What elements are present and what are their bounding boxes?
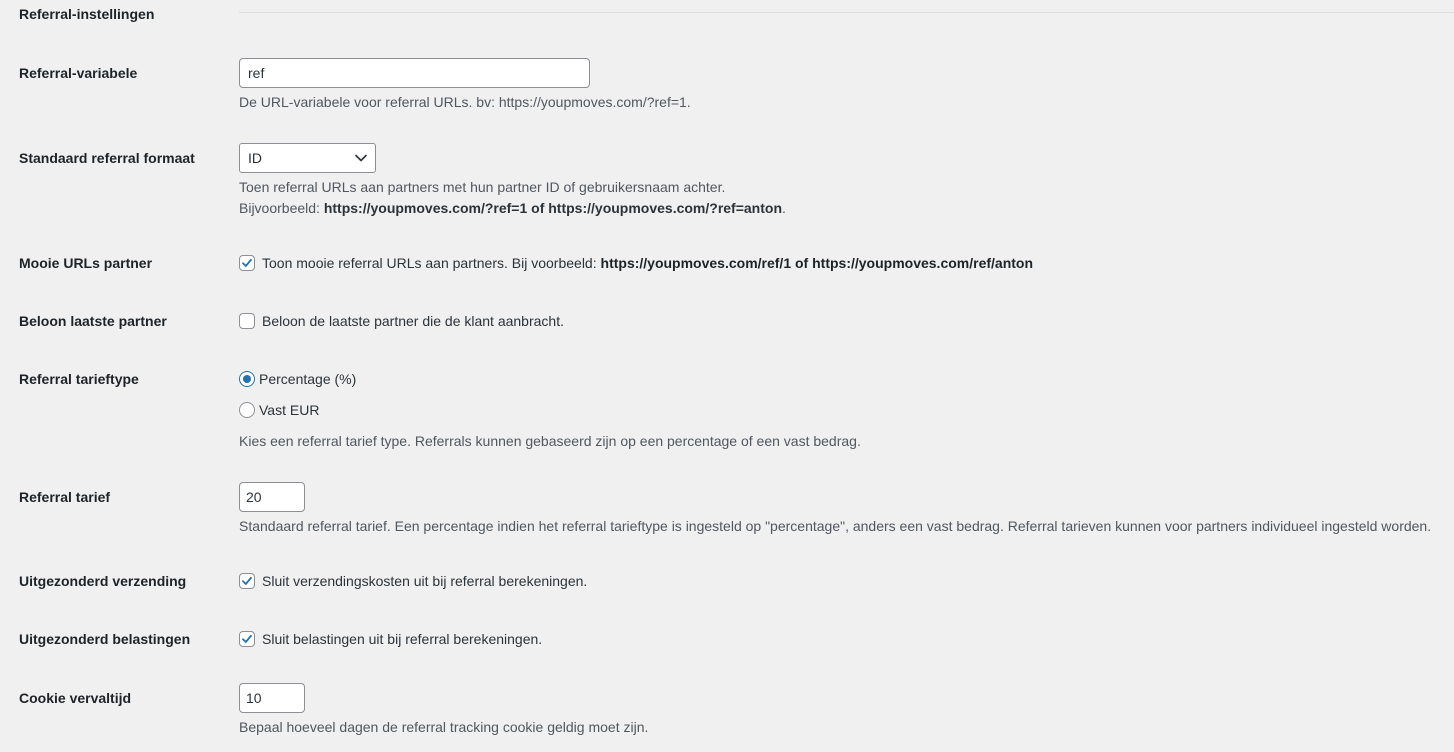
- rate-description: Standaard referral tarief. Een percentage indien het referral tarieftype is ingesteld op "percentage", anders een vast bedrag. Referral tarieven kunnen voor partners individueel ingesteld worden.: [239, 518, 1432, 534]
- pretty-urls-text-bold: https://youpmoves.com/ref/1 of https://youpmoves.com/ref/anton: [600, 255, 1034, 271]
- pretty-urls-text-plain: Toon mooie referral URLs aan partners. Bij voorbeeld:: [262, 255, 601, 271]
- pretty-urls-checkbox[interactable]: [239, 255, 255, 271]
- checkmark-icon: [240, 256, 254, 270]
- reward-last-row: [239, 313, 564, 329]
- rate-type-radio-fixed[interactable]: [239, 402, 255, 418]
- referral-variable-description: De URL-variabele voor referral URLs. bv: https://youpmoves.com/?ref=1.: [239, 94, 691, 110]
- rate-type-option-label: Percentage (%): [259, 371, 357, 387]
- rate-input[interactable]: [239, 482, 305, 512]
- referral-format-select[interactable]: [239, 143, 376, 173]
- referral-variable-input[interactable]: [239, 58, 590, 88]
- reward-last-label: Beloon laatste partner: [19, 313, 167, 329]
- reward-last-text: Beloon de laatste partner die de klant aanbracht.: [262, 313, 564, 329]
- exclude-shipping-row: [239, 573, 587, 589]
- referral-format-example-prefix: Bijvoorbeeld:: [239, 200, 324, 216]
- checkmark-icon: [240, 632, 254, 646]
- exclude-shipping-text: Sluit verzendingskosten uit bij referral berekeningen.: [262, 573, 588, 589]
- referral-format-selected: ID: [248, 150, 262, 166]
- rate-type-radio-percentage[interactable]: [239, 371, 255, 387]
- rate-type-option-label: Vast EUR: [259, 402, 320, 418]
- exclude-shipping-checkbox[interactable]: [239, 573, 255, 589]
- chevron-down-icon: [355, 154, 367, 162]
- pretty-urls-text: [262, 255, 1033, 271]
- exclude-shipping-label: Uitgezonderd verzending: [19, 573, 187, 589]
- referral-format-example-urls: https://youpmoves.com/?ref=1 of https://youpmoves.com/?ref=anton: [323, 200, 782, 216]
- cookie-label: Cookie vervaltijd: [19, 690, 132, 706]
- referral-format-example-suffix: .: [782, 200, 786, 216]
- exclude-tax-row: [239, 631, 542, 647]
- cookie-description: Bepaal hoeveel dagen de referral tracking cookie geldig moet zijn.: [239, 719, 649, 735]
- section-title: Referral-instellingen: [19, 6, 155, 22]
- rate-type-label: Referral tarieftype: [19, 371, 139, 387]
- cookie-input[interactable]: [239, 683, 305, 713]
- rate-type-option-fixed[interactable]: [239, 402, 319, 418]
- rate-type-option-percentage[interactable]: [239, 371, 356, 387]
- section-divider: [239, 12, 1454, 13]
- referral-format-label: Standaard referral formaat: [19, 150, 195, 166]
- pretty-urls-label: Mooie URLs partner: [19, 255, 153, 271]
- rate-type-description: Kies een referral tarief type. Referrals kunnen gebaseerd zijn op een percentage of een vast bedrag.: [239, 433, 861, 449]
- referral-variable-label: Referral-variabele: [19, 65, 138, 81]
- radio-dot: [243, 375, 251, 383]
- checkmark-icon: [240, 574, 254, 588]
- exclude-tax-label: Uitgezonderd belastingen: [19, 631, 191, 647]
- exclude-tax-text: Sluit belastingen uit bij referral berekeningen.: [262, 631, 543, 647]
- referral-format-example: [239, 200, 786, 216]
- rate-label: Referral tarief: [19, 489, 111, 505]
- reward-last-checkbox[interactable]: [239, 313, 255, 329]
- referral-format-description: Toen referral URLs aan partners met hun partner ID of gebruikersnaam achter.: [239, 179, 726, 195]
- exclude-tax-checkbox[interactable]: [239, 631, 255, 647]
- pretty-urls-row: [239, 255, 1033, 271]
